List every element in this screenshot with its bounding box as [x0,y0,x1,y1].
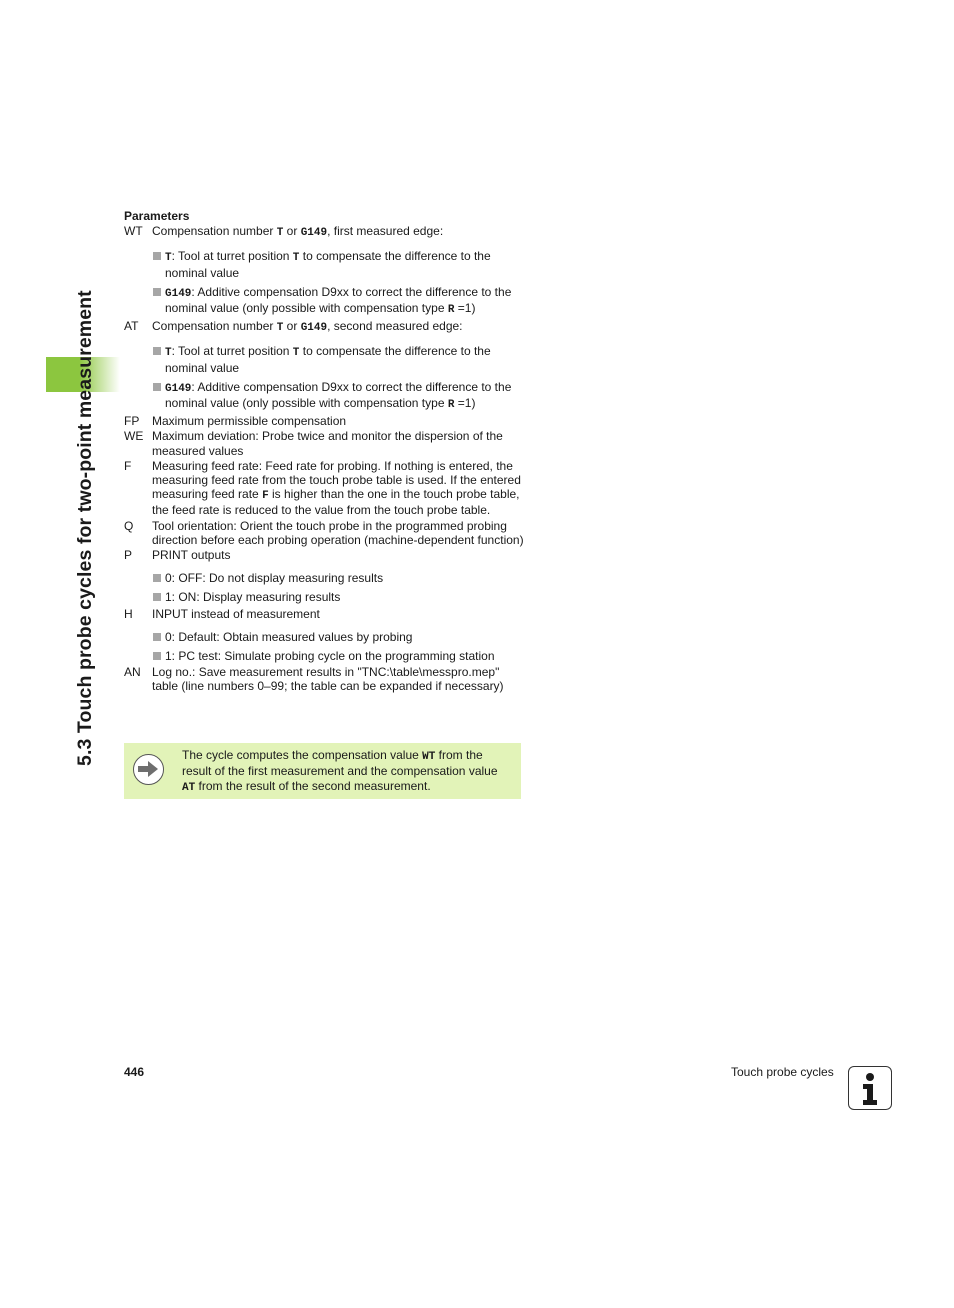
bullet-square-icon [153,652,161,660]
parameter-key: WT [124,224,143,239]
bullet-item [152,630,524,644]
bullet-text: G149: Additive compensation D9xx to correct the difference to the nominal value (only possible with compensation type R =1) [165,379,512,412]
parameter-key: F [124,458,132,473]
parameter-key: AN [124,665,141,680]
parameter-key: FP [124,414,140,429]
note-box [124,743,521,799]
parameter-description: Tool orientation: Orient the touch probe in the programmed probing direction before each probing operation (machine-dependent function) [152,518,524,547]
bullet-text: T: Tool at turret position T to compensate the difference to the nominal value [165,344,491,375]
parameter-f [124,459,524,518]
parameters-heading: Parameters [124,209,190,223]
parameter-at [124,319,524,335]
arrow-right-icon [133,754,164,785]
bullet-item [152,649,524,663]
parameters-section [124,209,524,694]
parameter-we [124,429,524,457]
parameter-description: Log no.: Save measurement results in "TNC:\table\messpro.mep" table (line numbers 0–99; the table can be expanded if necessary) [152,665,504,694]
bullet-square-icon [153,574,161,582]
parameter-key: P [124,548,133,563]
bullet-square-icon [153,593,161,601]
parameter-h [124,607,524,621]
bullet-item [152,380,524,412]
bullet-square-icon [153,633,161,641]
parameter-description: Compensation number T or G149, first measured edge: [152,224,444,240]
bullet-text: 0: OFF: Do not display measuring results [165,571,384,586]
bullet-item [152,249,524,279]
bullet-square-icon [153,288,161,296]
parameter-p [124,548,524,562]
info-icon [848,1066,892,1110]
bullet-square-icon [153,252,161,260]
parameter-an [124,665,524,693]
parameter-list [124,224,524,693]
bullet-text: 1: PC test: Simulate probing cycle on the programming station [165,649,495,664]
bullet-item [152,590,524,604]
bullet-square-icon [153,347,161,355]
parameter-description: PRINT outputs [152,548,231,563]
section-title-vertical: 5.3 Touch probe cycles for two-point measurement [74,290,96,766]
parameter-wt [124,224,524,240]
bullet-text: 0: Default: Obtain measured values by probing [165,629,413,644]
parameter-description: Compensation number T or G149, second measured edge: [152,319,463,335]
bullet-text: G149: Additive compensation D9xx to correct the difference to the nominal value (only possible with compensation type R =1) [165,284,512,317]
parameter-key: AT [124,319,139,334]
parameter-description: INPUT instead of measurement [152,606,320,621]
bullet-item [152,285,524,317]
parameter-key: Q [124,518,134,533]
bullet-text: 1: ON: Display measuring results [165,590,341,605]
bullet-text: T: Tool at turret position T to compensate the difference to the nominal value [165,249,491,280]
parameter-key: WE [124,429,144,444]
bullet-square-icon [153,383,161,391]
parameter-description: Maximum deviation: Probe twice and monitor the dispersion of the measured values [152,429,503,458]
bullet-item [152,571,524,585]
chapter-name: Touch probe cycles [731,1065,834,1079]
parameter-fp [124,414,524,428]
parameter-key: H [124,606,133,621]
page-number: 446 [124,1065,145,1079]
parameter-description: Measuring feed rate: Feed rate for probing. If nothing is entered, the measuring feed rate from the touch probe table is used. If the entered measuring feed rate F is higher than the one in the touch probe table, the feed rate is reduced to the value from the touch probe table. [152,458,521,518]
parameter-description: Maximum permissible compensation [152,414,347,429]
parameter-q [124,519,524,547]
note-text: The cycle computes the compensation value WT from the result of the first measurement and the compensation value AT from the result of the second measurement. [182,748,498,794]
bullet-item [152,344,524,374]
